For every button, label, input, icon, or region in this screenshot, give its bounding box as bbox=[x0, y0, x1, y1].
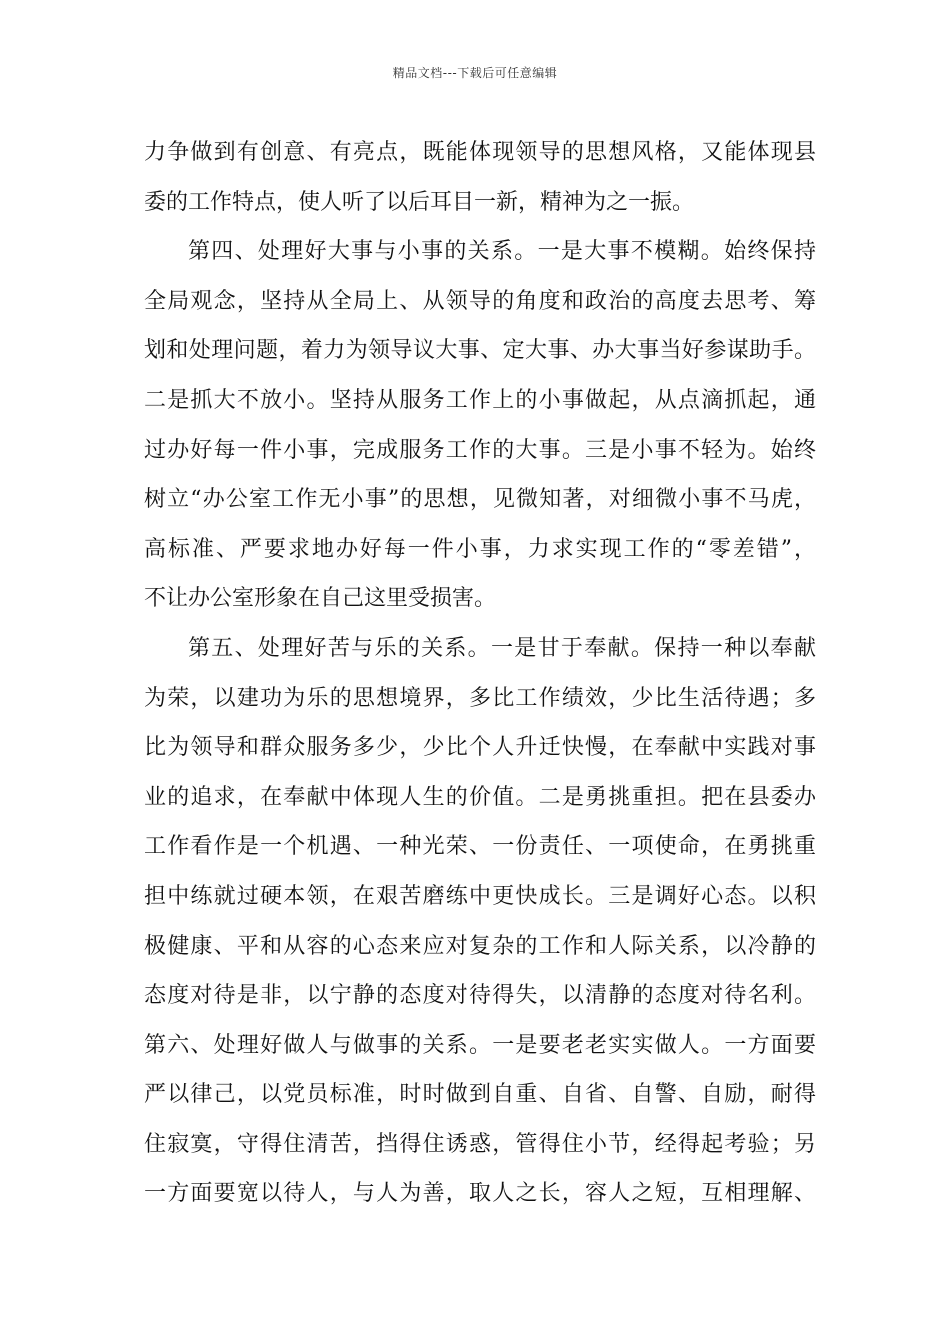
text-line: 工作看作是一个机遇、一种光荣、一份责任、一项使命，在勇挑重 bbox=[144, 834, 816, 860]
page-header: 精品文档---下载后可任意编辑 bbox=[392, 66, 558, 80]
text-line: 担中练就过硬本领，在艰苦磨练中更快成长。三是调好心态。以积 bbox=[144, 883, 816, 909]
text-line: 树立“办公室工作无小事”的思想，见微知著，对细微小事不马虎， bbox=[144, 487, 816, 513]
text-line: 一方面要宽以待人，与人为善，取人之长，容人之短，互相理解、 bbox=[144, 1181, 816, 1207]
paragraph-start-line: 第四、处理好大事与小事的关系。一是大事不模糊。始终保持 bbox=[188, 239, 816, 265]
document-body bbox=[144, 128, 816, 1219]
text-line: 委的工作特点，使人听了以后耳目一新，精神为之一振。 bbox=[144, 189, 695, 215]
text-line: 全局观念，坚持从全局上、从领导的角度和政治的高度去思考、筹 bbox=[144, 288, 816, 314]
text-line: 极健康、平和从容的心态来应对复杂的工作和人际关系，以冷静的 bbox=[144, 933, 816, 959]
paragraph-start-line: 第五、处理好苦与乐的关系。一是甘于奉献。保持一种以奉献 bbox=[188, 635, 816, 661]
text-line: 住寂寞，守得住清苦，挡得住诱惑，管得住小节，经得起考验；另 bbox=[144, 1131, 816, 1157]
paragraph-start-line: 第六、处理好做人与做事的关系。一是要老老实实做人。一方面要 bbox=[144, 1032, 816, 1058]
text-line: 业的追求，在奉献中体现人生的价值。二是勇挑重担。把在县委办 bbox=[144, 784, 816, 810]
text-line: 过办好每一件小事，完成服务工作的大事。三是小事不轻为。始终 bbox=[144, 437, 816, 463]
text-line: 高标准、严要求地办好每一件小事，力求实现工作的“零差错”， bbox=[144, 536, 816, 562]
text-line: 态度对待是非，以宁静的态度对待得失，以清静的态度对待名利。 bbox=[144, 983, 816, 1009]
text-line: 严以律己，以党员标准，时时做到自重、自省、自警、自励，耐得 bbox=[144, 1082, 816, 1108]
text-line: 不让办公室形象在自己这里受损害。 bbox=[144, 586, 497, 612]
text-line: 为荣，以建功为乐的思想境界，多比工作绩效，少比生活待遇；多 bbox=[144, 685, 816, 711]
text-line: 二是抓大不放小。坚持从服务工作上的小事做起，从点滴抓起，通 bbox=[144, 387, 816, 413]
text-line: 力争做到有创意、有亮点，既能体现领导的思想风格，又能体现县 bbox=[144, 140, 816, 165]
text-line: 划和处理问题，着力为领导议大事、定大事、办大事当好参谋助手。 bbox=[144, 338, 816, 364]
text-line: 比为领导和群众服务多少，少比个人升迁快慢，在奉献中实践对事 bbox=[144, 735, 816, 761]
